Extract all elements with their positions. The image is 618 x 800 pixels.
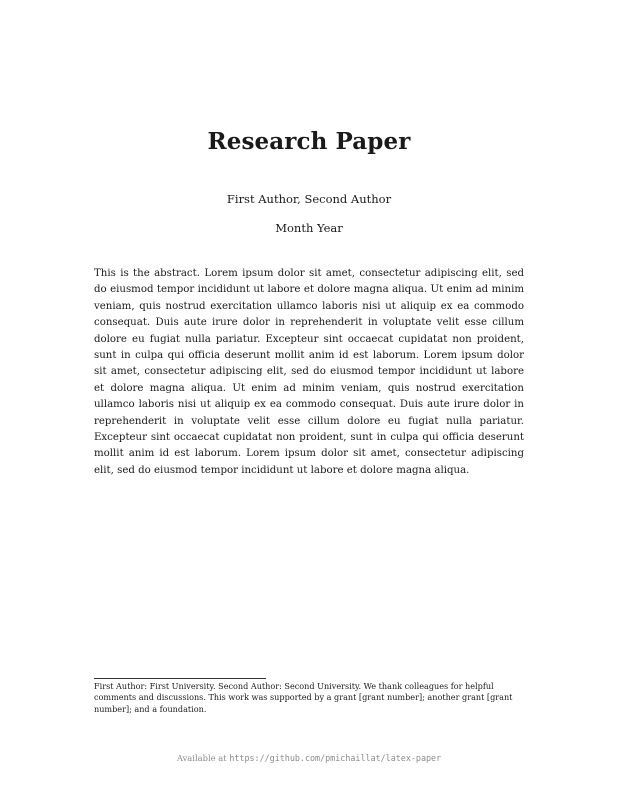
abstract-text: This is the abstract. Lorem ipsum dolor sit amet, consectetur adipiscing elit, sed do eiusmod tempor incididunt ut labore et dolore magna aliqua. Ut enim ad minim veniam, quis nostrud exercitation ullamco laboris nisi ut aliquip ex ea commodo consequat. Duis aute irure dolor in reprehenderit in voluptate velit esse cillum dolore eu fugiat nulla pariatur. Excepteur sint occaecat cupidatat non proident, sunt in culpa qui officia deserunt mollit anim id est laborum. Lorem ipsum dolor sit amet, consectetur adipiscing elit, sed do eiusmod tempor incididunt ut labore et dolore magna aliqua. Ut enim ad minim veniam, quis nostrud exercitation ullamco laboris nisi ut aliquip ex ea commodo consequat. Duis aute irure dolor in reprehenderit in voluptate velit esse cillum dolore eu fugiat nulla pariatur. Excepteur sint occaecat cupidatat non proident, sunt in culpa qui officia deserunt mollit anim id est laborum. Lorem ipsum dolor sit amet, consectetur adipiscing elit, sed do eiusmod tempor incididunt ut labore et dolore magna aliqua.: [94, 268, 524, 476]
repository-link[interactable]: https://github.com/pmichaillat/latex-paper: [229, 753, 442, 763]
footnote-text: First Author: First University. Second Author: Second University. We thank colleagues for helpful comments and discussions. This work was supported by a grant [grant number]; another grant [grant number]; and a foundation.: [94, 681, 513, 714]
paper-authors: First Author, Second Author: [226, 192, 392, 206]
availability-line: [0, 753, 618, 763]
availability-prefix: Available at: [176, 753, 227, 763]
paper-date: Month Year: [275, 221, 343, 235]
paper-title: Research Paper: [207, 128, 411, 155]
footnote-rule: [94, 678, 266, 679]
